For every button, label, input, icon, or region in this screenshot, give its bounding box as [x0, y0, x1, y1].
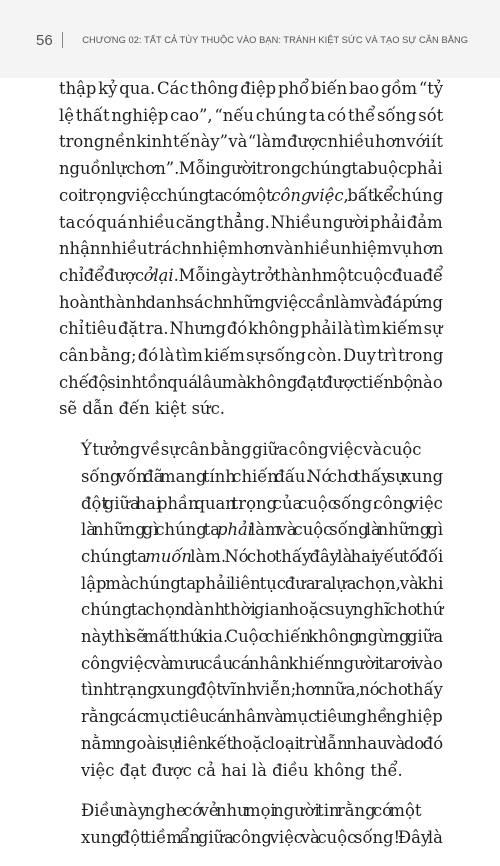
emphasis: phải — [216, 520, 254, 540]
text-line: coi trọng việc chúng ta có một công việc, bất kể chúng — [59, 185, 444, 205]
text-line: nằm ngoài sự liên kết hoặc loại trừ lẫn nhau và do đó — [81, 733, 444, 753]
header-divider — [62, 32, 63, 48]
paragraph — [59, 798, 443, 851]
emphasis: công việc — [271, 185, 344, 205]
text-line: chúng ta chọn dành thời gian hoặc suy nghĩ cho thứ — [81, 600, 444, 620]
text-line: chế độ sinh tồn quá lâu mà không đạt được tiến bộ nào — [59, 372, 443, 392]
text-line: thập kỷ qua. Các thông điệp phổ biến bao gồm “tỷ — [59, 79, 444, 98]
paragraph — [59, 437, 443, 784]
page-number: 56 — [36, 31, 53, 49]
text-line: việc đạt được cả hai là điều không thể. — [81, 760, 403, 780]
text-line: chúng ta muốn làm. Nó cho thấy đây là hai yếu tố đối — [81, 546, 444, 566]
text-line: Ý tưởng về sự cân bằng giữa công việc và cuộc — [81, 440, 422, 460]
body-text — [59, 76, 443, 866]
text-line: lập mà chúng ta phải liên tục đưa ra lựa chọn, và khi — [81, 573, 444, 593]
text-line: ta có quá nhiều căng thẳng. Nhiều người phải đảm — [59, 212, 443, 232]
chapter-title: CHƯƠNG 02: TẤT CẢ TÙY THUỘC VÀO BẠN: TRÁNH KIỆT SỨC VÀ TẠO SỰ CÂN BẰNG — [82, 35, 468, 45]
text-line: sống vốn đã mang tính chiến đấu. Nó cho thấy sự xung — [81, 466, 444, 486]
text-line: công việc và mưu cầu cá nhân khiến người ta rơi vào — [81, 653, 443, 673]
text-line: nguồn lực hơn”. Mỗi người trong chúng ta buộc phải — [59, 159, 443, 179]
emphasis: ở lại — [143, 265, 174, 285]
text-line: chỉ tiêu đặt ra. Nhưng đó không phải là tìm kiếm sự — [59, 319, 443, 339]
paragraph — [59, 76, 443, 423]
text-line: rằng các mục tiêu cá nhân và mục tiêu nghề nghiệp — [81, 707, 443, 727]
text-line: tình trạng xung đột vĩnh viễn; hơn nữa, nó cho thấy — [81, 680, 443, 700]
text-line: chỉ để được ở lại. Mỗi ngày trở thành một cuộc đua để — [59, 265, 444, 285]
running-header — [36, 28, 468, 52]
text-line: xung đột tiềm ẩn giữa công việc và cuộc sống! Đây là — [81, 827, 443, 847]
text-line: đột giữa hai phần quan trọng của cuộc sống: công việc — [81, 493, 443, 513]
text-line: này thì sẽ mất thứ kia. Cuộc chiến không ngừng giữa — [81, 627, 444, 647]
emphasis: muốn — [145, 546, 192, 566]
text-line: Điều này nghe có vẻ như mọi người tin rằng có một — [81, 801, 422, 821]
text-line: là những gì chúng ta phải làm và cuộc sống là những gì — [81, 520, 444, 540]
text-line: lệ thất nghiệp cao”, “nếu chúng ta có thể sống sót — [59, 105, 444, 125]
text-line: hoàn thành danh sách những việc cần làm và đáp ứng — [59, 292, 444, 312]
text-line: cân bằng; đó là tìm kiếm sự sống còn. Duy trì trong — [59, 346, 444, 366]
text-line: sẽ dẫn đến kiệt sức. — [59, 399, 225, 419]
text-line: nhận nhiều trách nhiệm hơn và nhiều nhiệm vụ hơn — [59, 239, 444, 259]
text-line: trong nền kinh tế này” và “làm được nhiều hơn với ít — [59, 132, 443, 152]
